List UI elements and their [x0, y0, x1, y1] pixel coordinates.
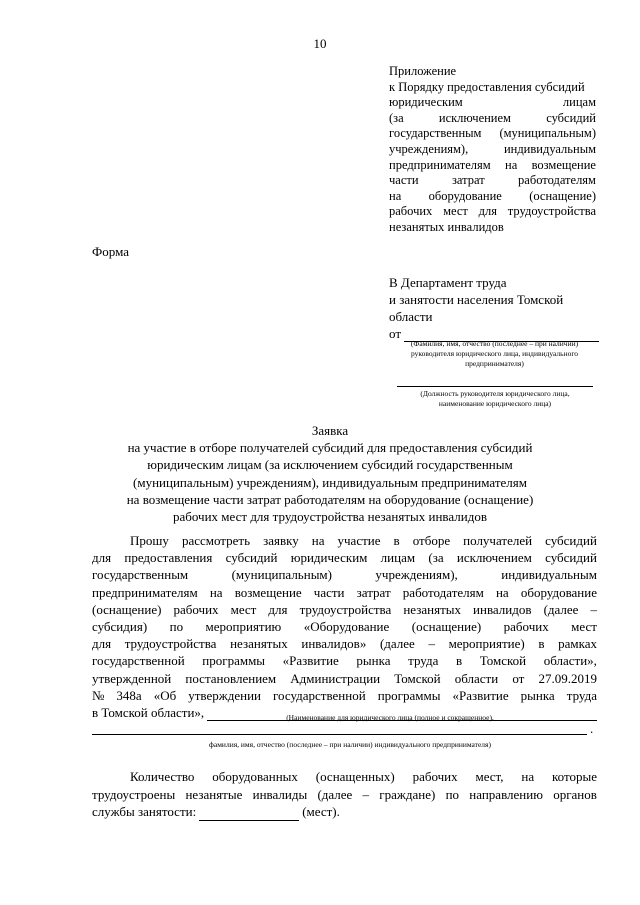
word: «Об [153, 687, 177, 703]
request-paragraph [92, 532, 597, 721]
appendix-word: субсидий [546, 110, 596, 125]
word: государственной [92, 653, 185, 669]
appendix-word: работодателям [518, 173, 596, 188]
body-line [92, 566, 597, 583]
appendix-word: предпринимателям [389, 157, 491, 172]
body-line [92, 687, 597, 704]
word: (муниципальным) [231, 567, 332, 583]
appendix-word: рабочих [389, 204, 433, 219]
title-line: на участие в отборе получателей субсидий для предоставления субсидий [127, 440, 533, 456]
word: трудоустройства [299, 601, 392, 617]
body-line [92, 549, 597, 566]
caption-name-line-2: руководителя юридического лица, индивидуального [411, 349, 578, 358]
word: инвалидов» [301, 636, 367, 652]
quantity-line-3 [92, 803, 597, 821]
word: в [393, 533, 400, 548]
quantity-field[interactable] [199, 808, 299, 821]
appendix-word: учреждениям), [389, 141, 469, 156]
word: (далее [317, 786, 353, 802]
word: для [92, 550, 112, 566]
addressee-block [389, 274, 599, 342]
body-line [92, 652, 597, 669]
word: мест [230, 601, 257, 617]
caption-position-line-2: наименование юридического лица) [438, 399, 552, 408]
body-line [92, 584, 597, 601]
word: отборе [412, 533, 451, 548]
quantity-paragraph [92, 768, 597, 821]
application-title [80, 422, 580, 525]
position-field[interactable] [397, 386, 593, 387]
word: мест [571, 619, 597, 635]
appendix-word: (оснащение) [529, 188, 596, 203]
word: инвалидов [473, 601, 532, 617]
appendix-line [389, 204, 596, 220]
word: учреждениям), [375, 567, 458, 583]
word: на [521, 769, 535, 784]
appendix-line [389, 142, 596, 158]
word: государственной [273, 687, 366, 703]
word: рынка [356, 653, 391, 669]
word: на [209, 584, 223, 600]
word: затрат [356, 584, 391, 600]
word: участие [337, 533, 381, 548]
word: в [538, 636, 545, 652]
word: утвержденной [92, 670, 172, 686]
word: мероприятию [205, 619, 282, 635]
word: труда [566, 687, 597, 703]
appendix-word: на [505, 157, 518, 172]
caption-name-line-3: предпринимателя) [465, 359, 524, 368]
word: программы [202, 653, 266, 669]
word: – [362, 786, 370, 802]
appendix-block [389, 64, 596, 236]
quantity-suffix: (мест). [302, 804, 340, 820]
appendix-line [389, 126, 596, 142]
word: возмещение [234, 584, 302, 600]
appendix-word: трудоустройства [507, 204, 596, 219]
word: субсидия) [92, 619, 148, 635]
word: – [428, 636, 435, 652]
word: для [268, 601, 288, 617]
body-line [92, 670, 597, 687]
word: оборудованных [212, 769, 298, 784]
word: субсидий [545, 550, 597, 566]
title-heading: Заявка [311, 423, 349, 438]
word: инвалиды [252, 786, 308, 802]
word: трудоустроены [92, 786, 176, 802]
word: по [169, 619, 184, 635]
addressee-line-2: и занятости населения Томской [389, 292, 564, 307]
word: № [92, 687, 105, 703]
word: (далее [379, 636, 415, 652]
word: (за [428, 550, 444, 566]
word: постановлением [185, 670, 277, 686]
word: (оснащение) [411, 619, 482, 635]
word: которые [551, 769, 597, 784]
appendix-word: (муниципальным) [499, 126, 596, 141]
word: мест, [475, 769, 504, 784]
appendix-word: для [478, 204, 498, 219]
word: работодателям [402, 584, 484, 600]
appendix-word: лицам [562, 95, 596, 110]
word: для [92, 636, 112, 652]
word: оборудование [520, 584, 597, 600]
word: от [512, 670, 525, 686]
caption-position [397, 389, 593, 409]
title-line: юридическим лицам (за исключением субсидий государственным [147, 457, 513, 473]
caption-org: (Наименование для юридического лица (полное и сокращенное), [286, 713, 494, 722]
word: Количество [130, 769, 195, 784]
body-line [92, 532, 597, 549]
appendix-word: оборудование [428, 188, 502, 203]
body-line [92, 601, 597, 618]
appendix-word: индивидуальным [503, 141, 596, 156]
word: Томской [394, 670, 441, 686]
word: рабочих [173, 601, 219, 617]
from-label: от [389, 326, 402, 341]
word: рынка [520, 687, 555, 703]
word: Прошу [130, 533, 169, 548]
word: направлению [469, 786, 543, 802]
title-line: (муниципальным) учреждениям), индивидуальным предпринимателям [133, 474, 527, 490]
word: на [311, 533, 325, 548]
word: трудоустройства [124, 636, 217, 652]
addressee-line-3: области [389, 309, 433, 324]
body-last-line: в Томской области», [92, 705, 205, 721]
word: на [495, 584, 509, 600]
word: граждане) [379, 786, 436, 802]
word: – [590, 601, 597, 617]
word: 348а [116, 687, 142, 703]
appendix-word: юридическим [389, 95, 463, 110]
word: по [445, 786, 460, 802]
word: рамках [558, 636, 597, 652]
word: утверждении [188, 687, 262, 703]
word: незанятых [403, 601, 461, 617]
appendix-line [389, 111, 596, 127]
word: субсидий [225, 550, 278, 566]
word: предпринимателям [92, 584, 198, 600]
word: предоставления [124, 550, 213, 566]
quantity-line-1 [92, 768, 597, 786]
appendix-word: исключением [438, 110, 511, 125]
word: незанятые [185, 786, 243, 802]
word: части [313, 584, 345, 600]
word: мероприятие) [448, 636, 525, 652]
quantity-line-2 [92, 786, 597, 804]
appendix-line: к Порядку предоставления субсидий [389, 79, 585, 94]
quantity-prefix: службы занятости: [92, 804, 197, 820]
caption-position-line-1: (Должность руководителя юридического лица, [420, 389, 570, 398]
caption-name [392, 339, 597, 369]
appendix-line [389, 173, 596, 189]
appendix-word: возмещение [531, 157, 596, 172]
appendix-word: части [389, 173, 419, 188]
page-number: 10 [313, 36, 327, 51]
word: (оснащение) [92, 601, 162, 617]
word: области [454, 670, 499, 686]
word: области», [543, 653, 597, 669]
word: рассмотреть [181, 533, 251, 548]
word: труда [408, 653, 439, 669]
appendix-line: Приложение [389, 64, 457, 78]
word: 27.09.2019 [538, 670, 597, 686]
word: юридическим [290, 550, 368, 566]
title-line: на возмещение части затрат работодателям на оборудование (оснащение) [126, 491, 534, 507]
appendix-line [389, 95, 596, 111]
word: «Развитие [452, 687, 509, 703]
word: (оснащенных) [315, 769, 395, 784]
addressee-line-1: В Департамент труда [389, 275, 507, 290]
appendix-word: на [389, 188, 402, 203]
appendix-word: затрат [451, 173, 485, 188]
word: получателей [463, 533, 533, 548]
word: органов [553, 786, 597, 802]
word: лицам [380, 550, 416, 566]
word: Томской [479, 653, 527, 669]
appendix-word: государственным [389, 126, 482, 141]
word: «Оборудование [303, 619, 390, 635]
word: государственным [92, 567, 189, 583]
word: исключением [456, 550, 532, 566]
appendix-word: мест [443, 204, 468, 219]
word: незанятых [230, 636, 288, 652]
appendix-line [389, 158, 596, 174]
word: (далее [543, 601, 579, 617]
body-line [92, 618, 597, 635]
appendix-line [389, 189, 596, 205]
person-name-field[interactable] [92, 734, 587, 735]
period: . [590, 721, 594, 736]
word: субсидий [545, 533, 597, 548]
word: «Развитие [282, 653, 339, 669]
caption-name-line-1: (Фамилия, имя, отчество (последнее – при наличии) [410, 339, 579, 348]
form-label: Форма [92, 244, 129, 259]
word: рабочих [503, 619, 549, 635]
caption-person: фамилия, имя, отчество (последнее – при наличии) индивидуального предпринимателя) [209, 740, 491, 749]
word: рабочих [412, 769, 458, 784]
word: Администрации [290, 670, 381, 686]
title-line: рабочих мест для трудоустройства незанятых инвалидов [173, 509, 487, 525]
word: заявку [263, 533, 299, 548]
appendix-word: (за [389, 110, 404, 125]
appendix-line: незанятых инвалидов [389, 219, 504, 234]
word: программы [377, 687, 441, 703]
word: в [456, 653, 463, 669]
body-line [92, 635, 597, 652]
word: индивидуальным [501, 567, 597, 583]
